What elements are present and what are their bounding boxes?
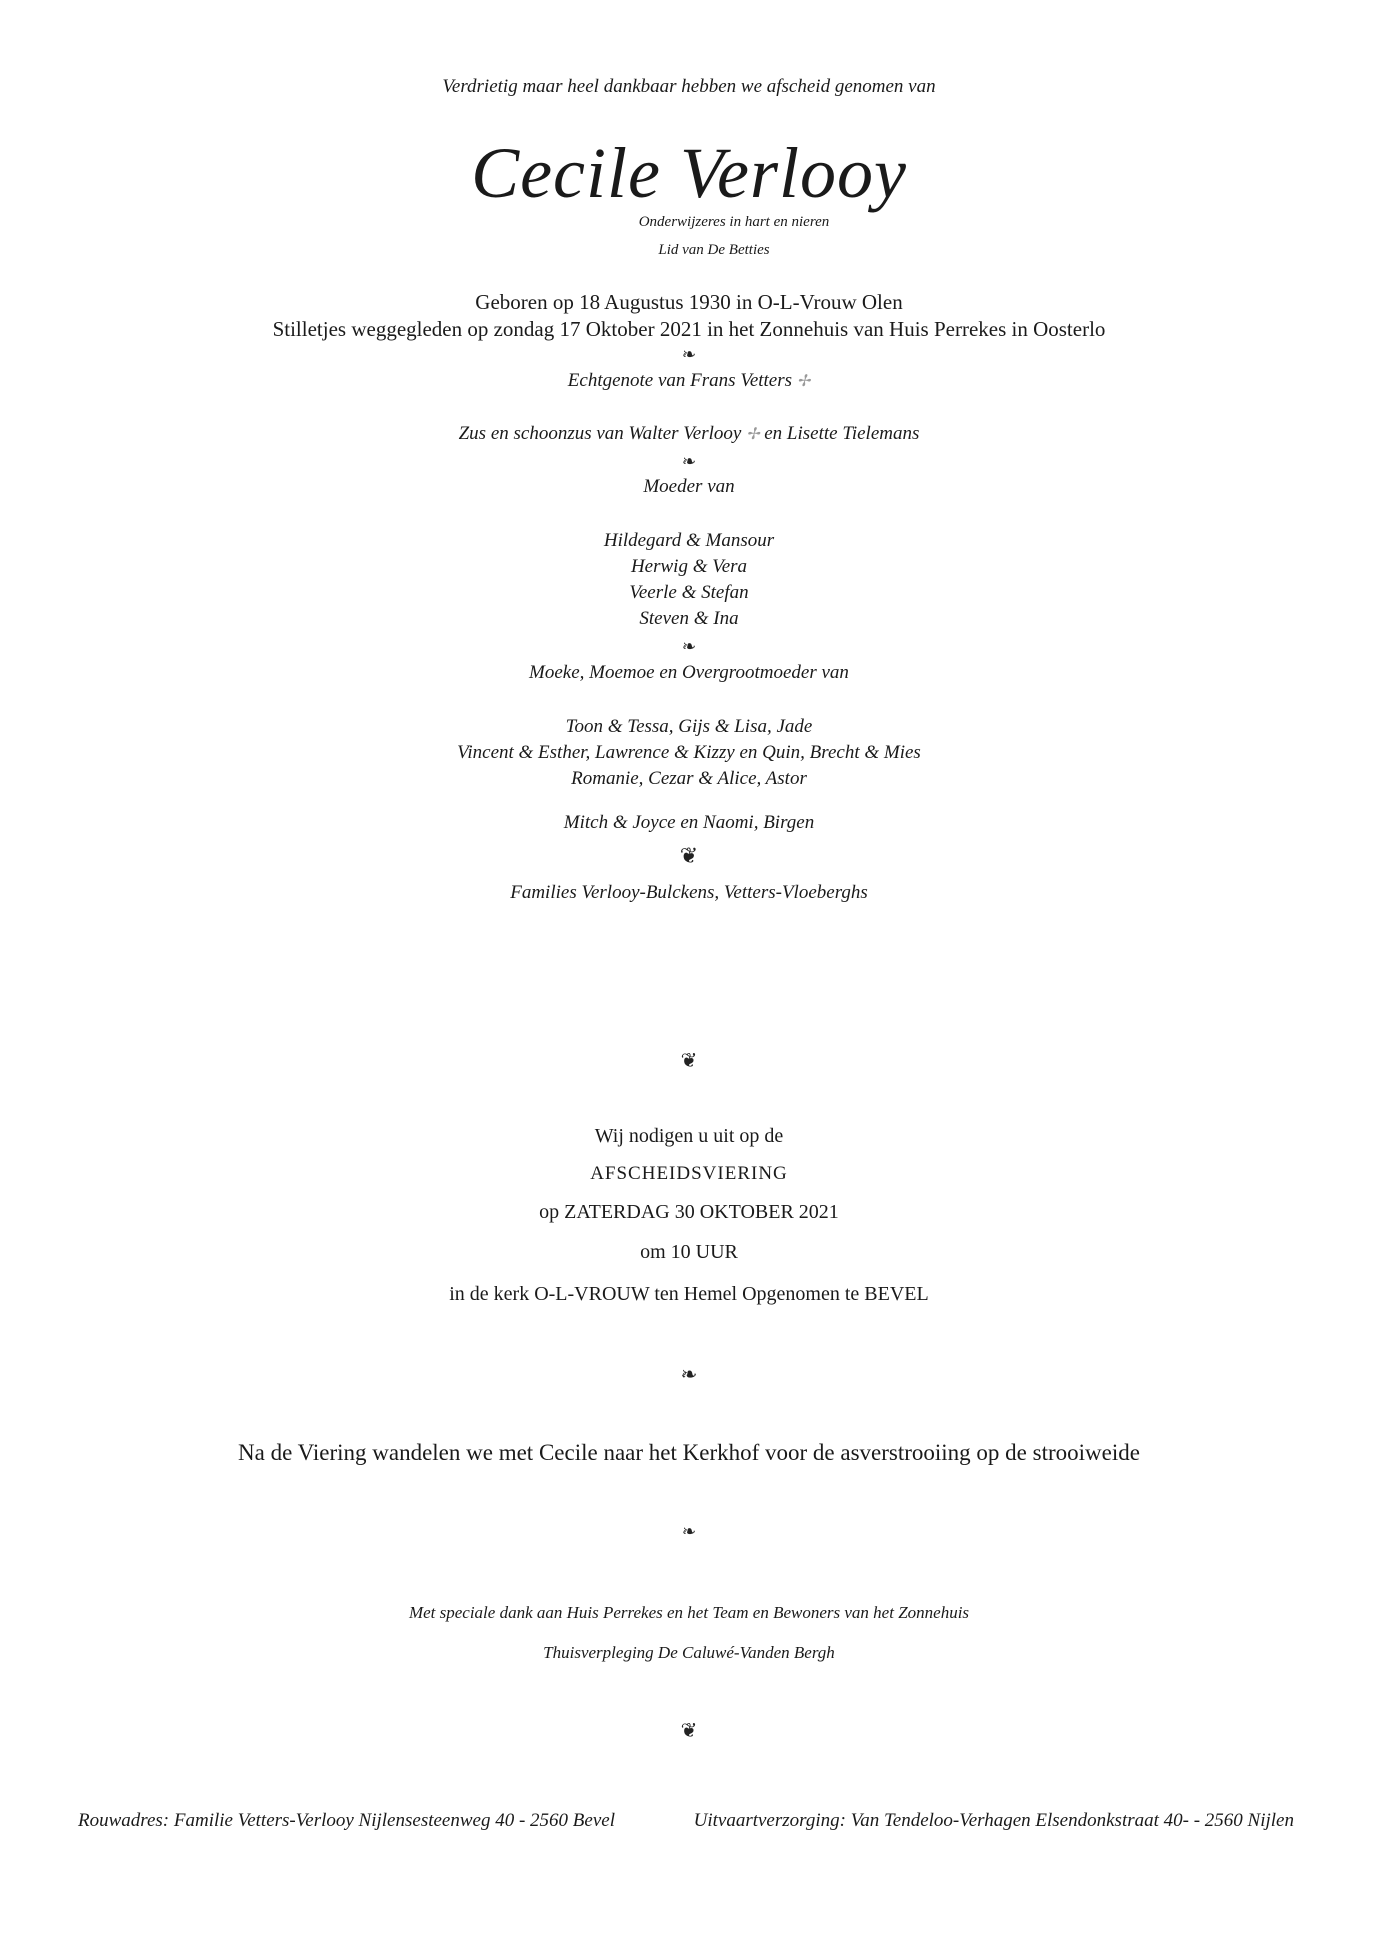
grandmother-of-text: Moeke, Moemoe en Overgrootmoeder van (529, 662, 849, 683)
membership-text: Lid van De Betties (658, 242, 770, 258)
spouse-label: Echtgenote van Frans Vetters (567, 370, 793, 391)
sibling-text (0, 423, 1378, 445)
leaf-ornament: ❧ (681, 637, 697, 657)
grandchildren-line: Vincent & Esther, Lawrence & Kizzy en Quin, Brecht & Mies (457, 742, 921, 763)
invitation-line-4: om 10 UUR (640, 1241, 738, 1263)
intro-text: Verdrietig maar heel dankbaar hebben we afscheid genomen van (442, 76, 936, 97)
child-line: Steven & Ina (639, 608, 739, 629)
great-grandchildren-line: Mitch & Joyce en Naomi, Birgen (563, 812, 815, 833)
sibling-label-1: Zus en schoonzus van Walter Verlooy (458, 423, 742, 444)
flourish-ornament: ❦ (680, 1048, 698, 1072)
flourish-ornament: ❦ (680, 1718, 698, 1742)
invitation-line-5: in de kerk O-L-VROUW ten Hemel Opgenomen te BEVEL (449, 1283, 929, 1305)
thanks-line-1: Met speciale dank aan Huis Perrekes en het Team en Bewoners van het Zonnehuis (408, 1603, 970, 1622)
passing-text: Stilletjes weggegleden op zondag 17 Oktober 2021 in het Zonnehuis van Huis Perrekes in Oosterlo (272, 317, 1106, 341)
child-line: Veerle & Stefan (629, 582, 749, 603)
leaf-ornament: ❧ (681, 345, 697, 365)
leaf-ornament: ❧ (681, 452, 697, 472)
flourish-ornament: ❦ (679, 844, 699, 869)
leaf-ornament: ❧ (681, 1522, 697, 1542)
birth-text: Geboren op 18 Augustus 1930 in O-L-Vrouw Olen (475, 290, 903, 314)
child-line: Hildegard & Mansour (603, 530, 775, 551)
invitation-line-3: op ZATERDAG 30 OKTOBER 2021 (539, 1201, 839, 1223)
deceased-name: Cecile Verlooy (471, 133, 907, 213)
invitation-line-1: Wij nodigen u uit op de (594, 1125, 784, 1147)
invitation-line-2: AFSCHEIDSVIERING (590, 1163, 788, 1184)
sibling-label-2: en Lisette Tielemans (764, 423, 920, 444)
child-line: Herwig & Vera (630, 556, 748, 577)
footer-funeral-director: Uitvaartverzorging: Van Tendeloo-Verhagen Elsendonkstraat 40- - 2560 Nijlen (693, 1810, 1294, 1831)
grandchildren-line: Toon & Tessa, Gijs & Lisa, Jade (565, 716, 813, 737)
leaf-ornament: ❧ (680, 1362, 698, 1386)
thanks-line-2: Thuisverpleging De Caluwé-Vanden Bergh (543, 1643, 835, 1662)
grandchildren-line: Romanie, Cezar & Alice, Astor (571, 768, 807, 789)
mother-of-text: Moeder van (643, 476, 735, 497)
cross-icon: ✢ (796, 373, 811, 390)
spouse-text (0, 370, 1378, 392)
occupation-text: Onderwijzeres in hart en nieren (638, 214, 830, 230)
cross-icon: ✢ (746, 426, 760, 443)
families-text: Families Verlooy-Bulckens, Vetters-Vloeberghs (510, 882, 868, 903)
after-ceremony-text: Na de Viering wandelen we met Cecile naar het Kerkhof voor de asverstrooiing op de strooiweide (238, 1440, 1140, 1465)
footer-mourning-address: Rouwadres: Familie Vetters-Verlooy Nijlensesteenweg 40 - 2560 Bevel (78, 1810, 615, 1831)
